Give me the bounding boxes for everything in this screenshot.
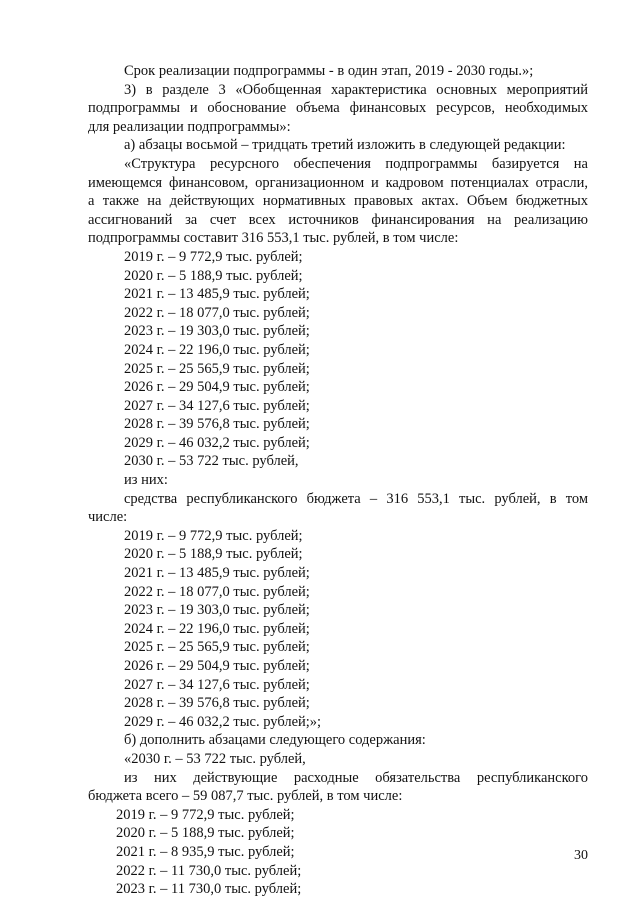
text-line: 2028 г. – 39 576,8 тыс. рублей; [124, 416, 310, 433]
text-line: 2022 г. – 18 077,0 тыс. рублей; [124, 304, 310, 321]
text-line: 2030 г. – 53 722 тыс. рублей, [124, 453, 299, 470]
text-line: из них действующие расходные обязательства республиканского [124, 769, 588, 786]
text-line: 2023 г. – 19 303,0 тыс. рублей; [124, 323, 310, 340]
text-line: а) абзацы восьмой – тридцать третий изложить в следующей редакции: [124, 137, 566, 154]
page-number: 30 [574, 848, 588, 863]
text-line: 2024 г. – 22 196,0 тыс. рублей; [124, 341, 310, 358]
document-body [88, 62, 588, 899]
text-line: 2022 г. – 11 730,0 тыс. рублей; [116, 862, 302, 879]
text-line: 2025 г. – 25 565,9 тыс. рублей; [124, 639, 310, 656]
text-line: 2022 г. – 18 077,0 тыс. рублей; [124, 583, 310, 600]
text-line: 2020 г. – 5 188,9 тыс. рублей; [124, 267, 303, 284]
text-line: 2027 г. – 34 127,6 тыс. рублей; [124, 676, 310, 693]
text-line: 2020 г. – 5 188,9 тыс. рублей; [124, 546, 303, 563]
text-line: 2027 г. – 34 127,6 тыс. рублей; [124, 397, 310, 414]
text-line: 2024 г. – 22 196,0 тыс. рублей; [124, 620, 310, 637]
text-line: из них: [124, 472, 168, 489]
text-line: б) дополнить абзацами следующего содержания: [124, 732, 426, 749]
text-line: средства республиканского бюджета – 316 553,1 тыс. рублей, в том [124, 490, 588, 507]
text-line: имеющемся финансовом, организационном и кадровом потенциалах отрасли, [88, 174, 588, 191]
text-line: подпрограммы и обоснование объема финансовых ресурсов, необходимых [88, 100, 588, 117]
text-line: «Структура ресурсного обеспечения подпрограммы базируется на [124, 155, 588, 172]
text-line: 2021 г. – 8 935,9 тыс. рублей; [116, 843, 295, 860]
text-line: ассигнований за счет всех источников финансирования на реализацию [88, 211, 588, 228]
text-line: 2026 г. – 29 504,9 тыс. рублей; [124, 379, 310, 396]
text-line: 2028 г. – 39 576,8 тыс. рублей; [124, 695, 310, 712]
text-line: числе: [88, 509, 128, 526]
text-line: Срок реализации подпрограммы - в один этап, 2019 - 2030 годы.»; [124, 63, 534, 79]
text-line: подпрограммы составит 316 553,1 тыс. рублей, в том числе: [88, 230, 459, 247]
text-line: «2030 г. – 53 722 тыс. рублей, [124, 750, 306, 767]
text-line: 2019 г. – 9 772,9 тыс. рублей; [116, 806, 295, 823]
text-line: для реализации подпрограммы»: [88, 118, 291, 135]
text-line: 2029 г. – 46 032,2 тыс. рублей;»; [124, 713, 322, 730]
text-line: 2020 г. – 5 188,9 тыс. рублей; [116, 825, 295, 842]
text-line: 2023 г. – 11 730,0 тыс. рублей; [116, 881, 302, 898]
text-line: а также на действующих нормативных правовых актах. Объем бюджетных [88, 193, 588, 210]
text-line: 3) в разделе 3 «Обобщенная характеристика основных мероприятий [124, 81, 588, 98]
text-line: бюджета всего – 59 087,7 тыс. рублей, в том числе: [88, 788, 403, 805]
text-line: 2023 г. – 19 303,0 тыс. рублей; [124, 602, 310, 619]
text-line: 2019 г. – 9 772,9 тыс. рублей; [124, 527, 303, 544]
text-line: 2026 г. – 29 504,9 тыс. рублей; [124, 658, 310, 674]
text-line: 2025 г. – 25 565,9 тыс. рублей; [124, 360, 310, 377]
text-line: 2021 г. – 13 485,9 тыс. рублей; [124, 565, 310, 582]
text-line: 2021 г. – 13 485,9 тыс. рублей; [124, 286, 310, 303]
text-line: 2019 г. – 9 772,9 тыс. рублей; [124, 248, 303, 265]
text-line: 2029 г. – 46 032,2 тыс. рублей; [124, 434, 310, 451]
